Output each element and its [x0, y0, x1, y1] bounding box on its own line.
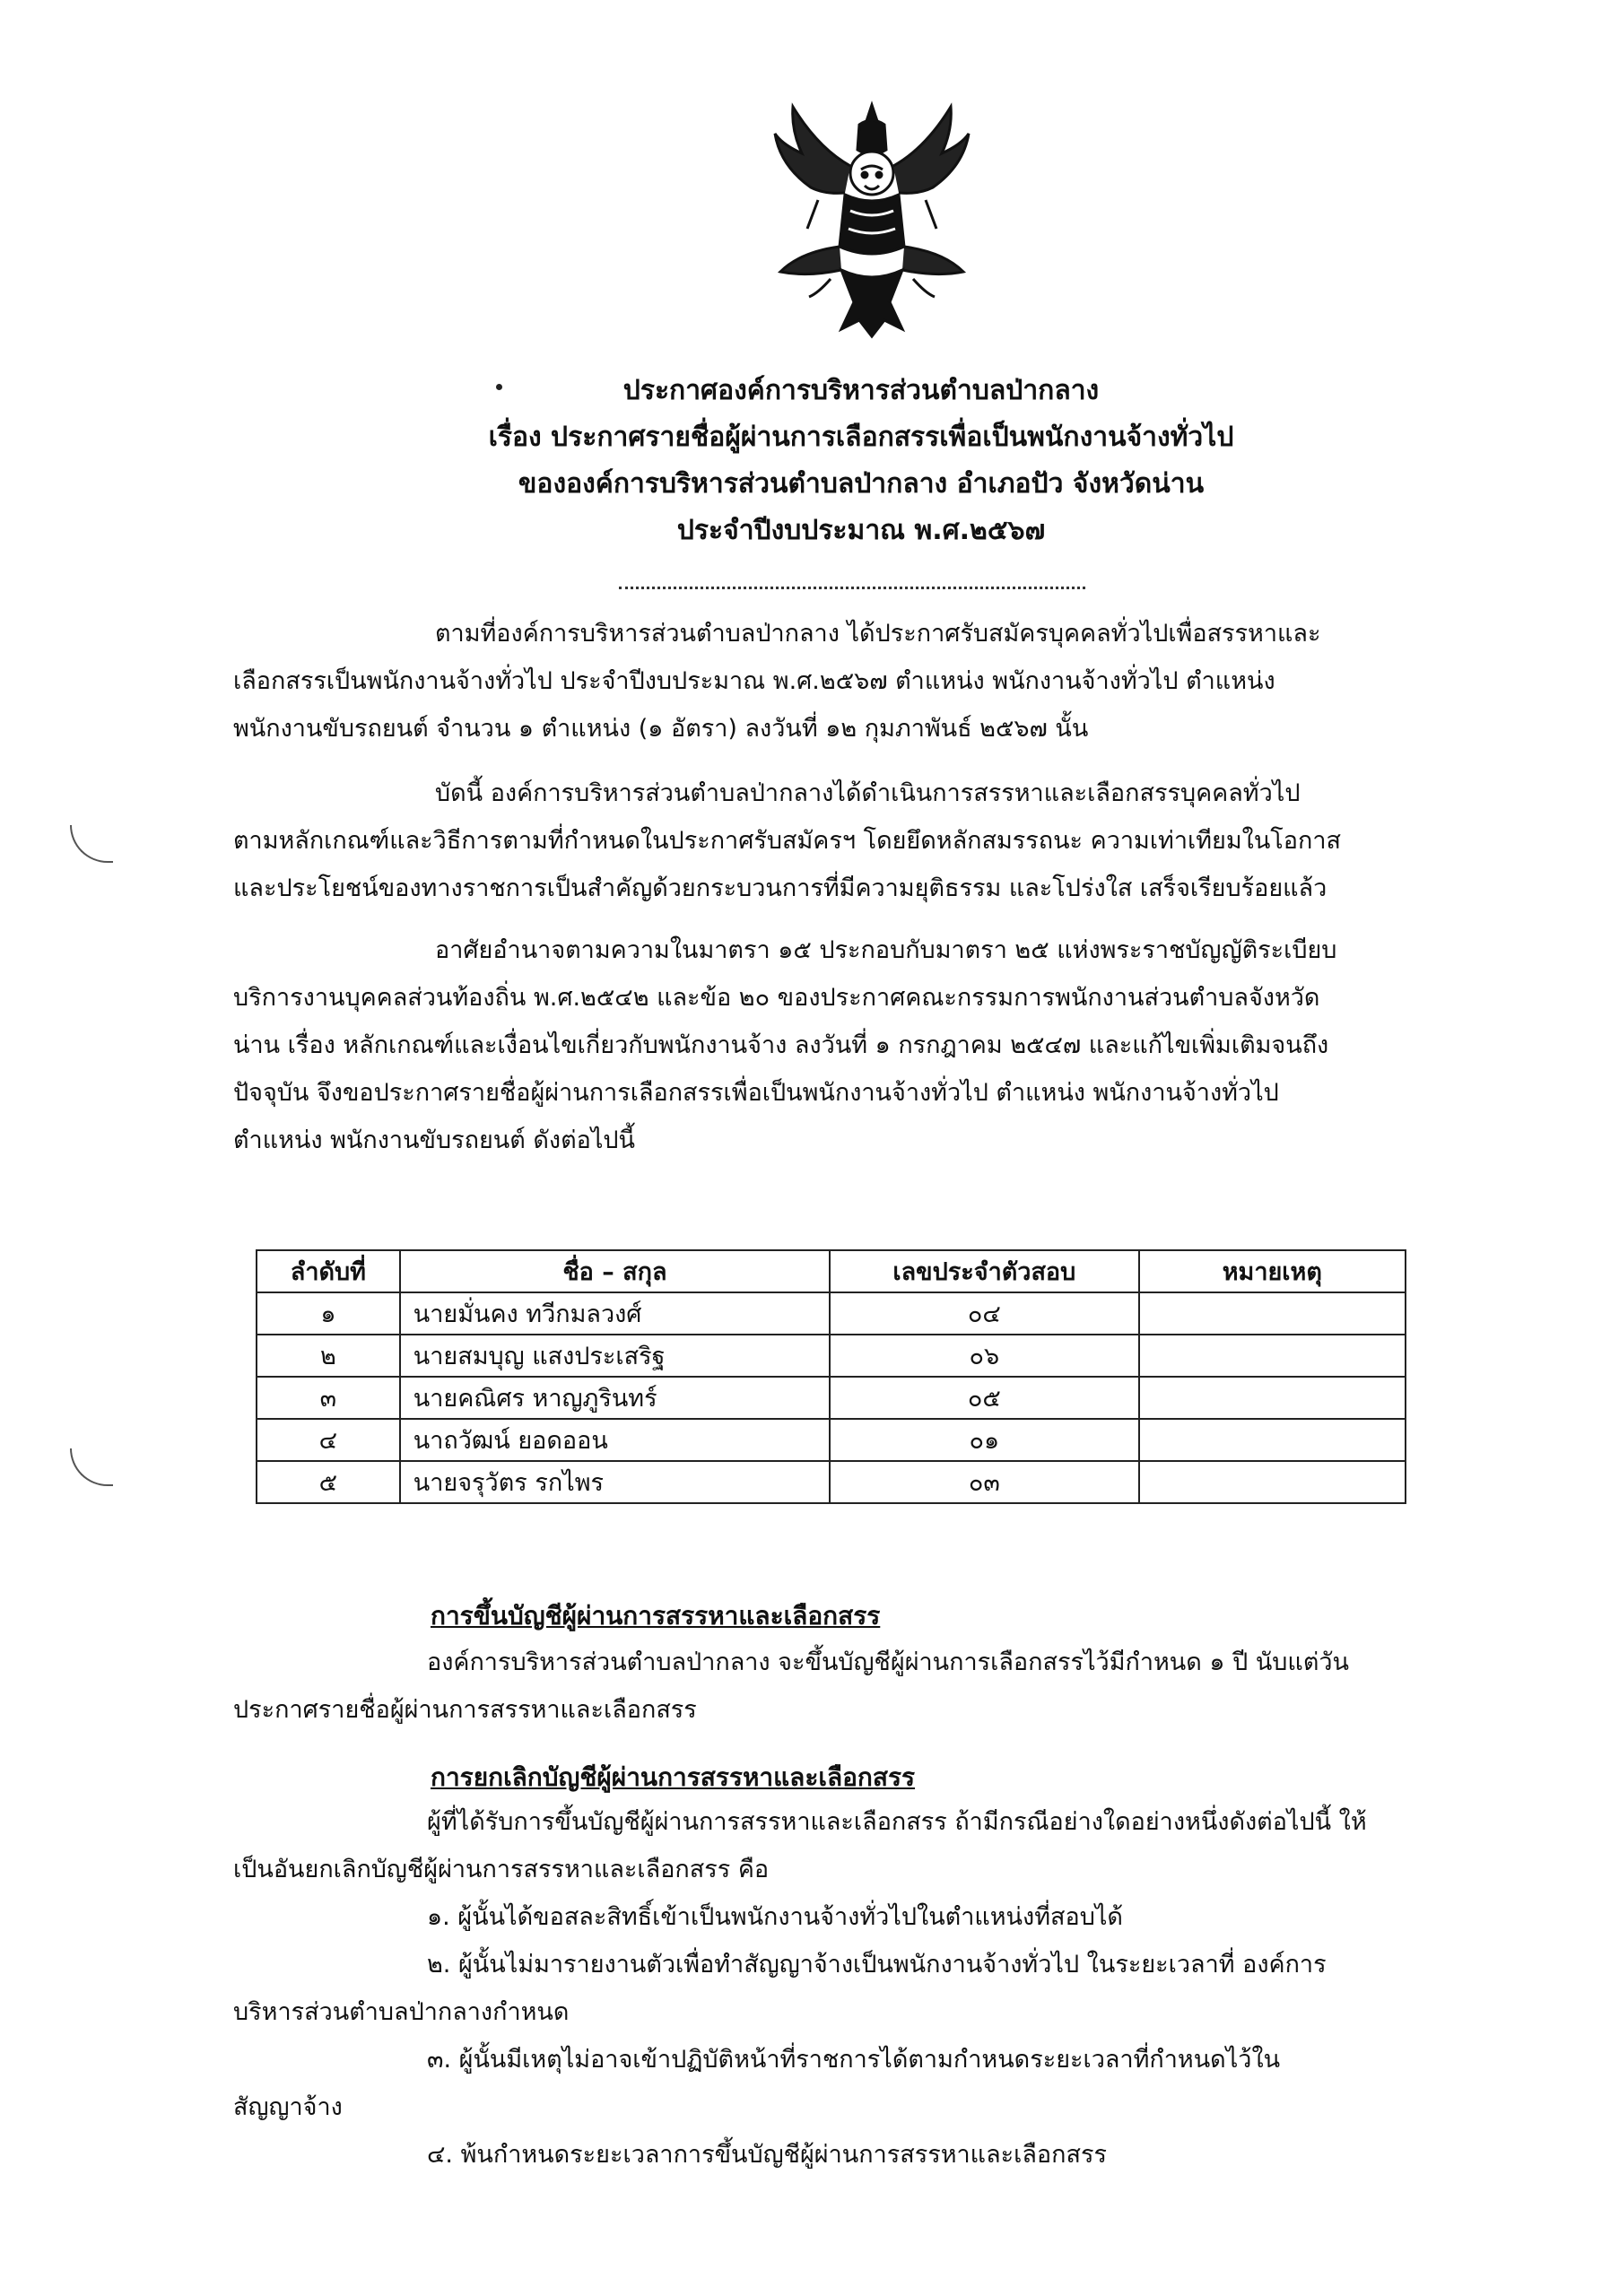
col-header-name: ชื่อ – สกุล	[400, 1250, 830, 1292]
announcement-header	[233, 368, 1489, 554]
paragraph-line: น่าน เรื่อง หลักเกณฑ์และเงื่อนไขเกี่ยวกับพนักงานจ้าง ลงวันที่ ๑ กรกฎาคม ๒๕๔๗ และแก้ไขเพิ่มเติมจนถึง	[233, 1031, 1329, 1059]
paragraph-line: บริการงานบุคคลส่วนท้องถิ่น พ.ศ.๒๕๔๒ และข้อ ๒๐ ของประกาศคณะกรรมการพนักงานส่วนตำบลจังหวัด	[233, 984, 1320, 1012]
punch-hole-mark	[70, 1448, 113, 1486]
list-item: ๑. ผู้นั้นได้ขอสละสิทธิ์เข้าเป็นพนักงานจ้างทั่วไปในตำแหน่งที่สอบได้	[427, 1903, 1123, 1931]
section-registration-body	[233, 1639, 1471, 1734]
table-header-row	[257, 1250, 1406, 1292]
list-item: ๒. ผู้นั้นไม่มารายงานตัวเพื่อทำสัญญาจ้างเป็นพนักงานจ้างทั่วไป ในระยะเวลาที่ องค์การ	[427, 1951, 1327, 1979]
cell-order: ๕	[257, 1461, 400, 1503]
paragraph-1	[233, 610, 1471, 752]
cell-exam-id: ๐๓	[830, 1461, 1139, 1503]
paragraph-line: บริหารส่วนตำบลป่ากลางกำหนด	[233, 1998, 570, 2026]
paragraph-2	[233, 770, 1471, 912]
paragraph-line: บัดนี้ องค์การบริหารส่วนตำบลป่ากลางได้ดำเนินการสรรหาและเลือกสรรบุคคลทั่วไป	[435, 779, 1301, 807]
cell-exam-id: ๐๔	[830, 1292, 1139, 1335]
section-cancellation-body	[233, 1798, 1471, 2179]
header-line-1: ประกาศองค์การบริหารส่วนตำบลป่ากลาง	[622, 375, 1100, 406]
cell-order: ๔	[257, 1419, 400, 1461]
cell-name: นายสมบุญ แสงประเสริฐ	[400, 1335, 830, 1377]
col-header-remark: หมายเหตุ	[1139, 1250, 1406, 1292]
dotted-separator	[619, 587, 1085, 589]
header-line-2: เรื่อง ประกาศรายชื่อผู้ผ่านการเลือกสรรเพื่อเป็นพนักงานจ้างทั่วไป	[488, 422, 1234, 453]
cell-name: นายจรุวัตร รกไพร	[400, 1461, 830, 1503]
section-title-registration: การขึ้นบัญชีผู้ผ่านการสรรหาและเลือกสรร	[431, 1601, 881, 1631]
paragraph-line: องค์การบริหารส่วนตำบลป่ากลาง จะขึ้นบัญชีผู้ผ่านการเลือกสรรไว้มีกำหนด ๑ ปี นับแต่วัน	[427, 1648, 1349, 1676]
section-title-cancellation: การยกเลิกบัญชีผู้ผ่านการสรรหาและเลือกสรร	[431, 1762, 916, 1792]
paragraph-line: ประกาศรายชื่อผู้ผ่านการสรรหาและเลือกสรร	[233, 1696, 697, 1724]
paragraph-line: เป็นอันยกเลิกบัญชีผู้ผ่านการสรรหาและเลือกสรร คือ	[233, 1856, 770, 1883]
punch-hole-mark	[70, 825, 113, 863]
cell-exam-id: ๐๕	[830, 1377, 1139, 1419]
table-row	[257, 1419, 1406, 1461]
cell-remark	[1139, 1461, 1406, 1503]
header-line-3: ขององค์การบริหารส่วนตำบลป่ากลาง อำเภอปัว จังหวัดน่าน	[518, 468, 1205, 500]
list-item: ๓. ผู้นั้นมีเหตุไม่อาจเข้าปฏิบัติหน้าที่ราชการได้ตามกำหนดระยะเวลาที่กำหนดไว้ใน	[427, 2046, 1281, 2074]
cell-order: ๓	[257, 1377, 400, 1419]
paragraph-line: ตำแหน่ง พนักงานขับรถยนต์ ดังต่อไปนี้	[233, 1126, 636, 1154]
garuda-emblem	[755, 94, 988, 341]
cell-name: นายมั่นคง ทวีกมลวงศ์	[400, 1292, 830, 1335]
cell-remark	[1139, 1377, 1406, 1419]
paragraph-line: ผู้ที่ได้รับการขึ้นบัญชีผู้ผ่านการสรรหาและเลือกสรร ถ้ามีกรณีอย่างใดอย่างหนึ่งดังต่อไปนี้ ให้	[427, 1808, 1367, 1836]
paragraph-line: พนักงานขับรถยนต์ จำนวน ๑ ตำแหน่ง (๑ อัตรา) ลงวันที่ ๑๒ กุมภาพันธ์ ๒๕๖๗ นั้น	[233, 715, 1089, 743]
paragraph-line: อาศัยอำนาจตามความในมาตรา ๑๕ ประกอบกับมาตรา ๒๕ แห่งพระราชบัญญัติระเบียบ	[435, 936, 1337, 964]
col-header-exam-id: เลขประจำตัวสอบ	[830, 1250, 1139, 1292]
cell-name: นาถวัฒน์ ยอดออน	[400, 1419, 830, 1461]
table-row	[257, 1461, 1406, 1503]
list-item: ๔. พ้นกำหนดระยะเวลาการขึ้นบัญชีผู้ผ่านการสรรหาและเลือกสรร	[427, 2141, 1107, 2169]
col-header-order: ลำดับที่	[257, 1250, 400, 1292]
table-row	[257, 1292, 1406, 1335]
cell-remark	[1139, 1419, 1406, 1461]
cell-order: ๑	[257, 1292, 400, 1335]
cell-name: นายคณิศร หาญภูรินทร์	[400, 1377, 830, 1419]
paragraph-3	[233, 926, 1471, 1164]
table-row	[257, 1335, 1406, 1377]
cell-order: ๒	[257, 1335, 400, 1377]
paragraph-line: ปัจจุบัน จึงขอประกาศรายชื่อผู้ผ่านการเลือกสรรเพื่อเป็นพนักงานจ้างทั่วไป ตำแหน่ง พนักงานจ้างทั่วไป	[233, 1079, 1279, 1107]
table-row	[257, 1377, 1406, 1419]
cell-exam-id: ๐๑	[830, 1419, 1139, 1461]
cell-exam-id: ๐๖	[830, 1335, 1139, 1377]
results-table	[256, 1249, 1406, 1504]
cell-remark	[1139, 1335, 1406, 1377]
paragraph-line: สัญญาจ้าง	[233, 2093, 343, 2121]
header-line-4: ประจำปีงบประมาณ พ.ศ.๒๕๖๗	[676, 515, 1046, 546]
cell-remark	[1139, 1292, 1406, 1335]
paragraph-line: และประโยชน์ของทางราชการเป็นสำคัญด้วยกระบวนการที่มีความยุติธรรม และโปร่งใส เสร็จเรียบร้อยแล้ว	[233, 874, 1327, 902]
paragraph-line: เลือกสรรเป็นพนักงานจ้างทั่วไป ประจำปีงบประมาณ พ.ศ.๒๕๖๗ ตำแหน่ง พนักงานจ้างทั่วไป ตำแหน่ง	[233, 667, 1275, 695]
paragraph-line: ตามที่องค์การบริหารส่วนตำบลป่ากลาง ได้ประกาศรับสมัครบุคคลทั่วไปเพื่อสรรหาและ	[435, 620, 1321, 648]
paragraph-line: ตามหลักเกณฑ์และวิธีการตามที่กำหนดในประกาศรับสมัครฯ โดยยึดหลักสมรรถนะ ความเท่าเทียมในโอกาส	[233, 827, 1341, 855]
